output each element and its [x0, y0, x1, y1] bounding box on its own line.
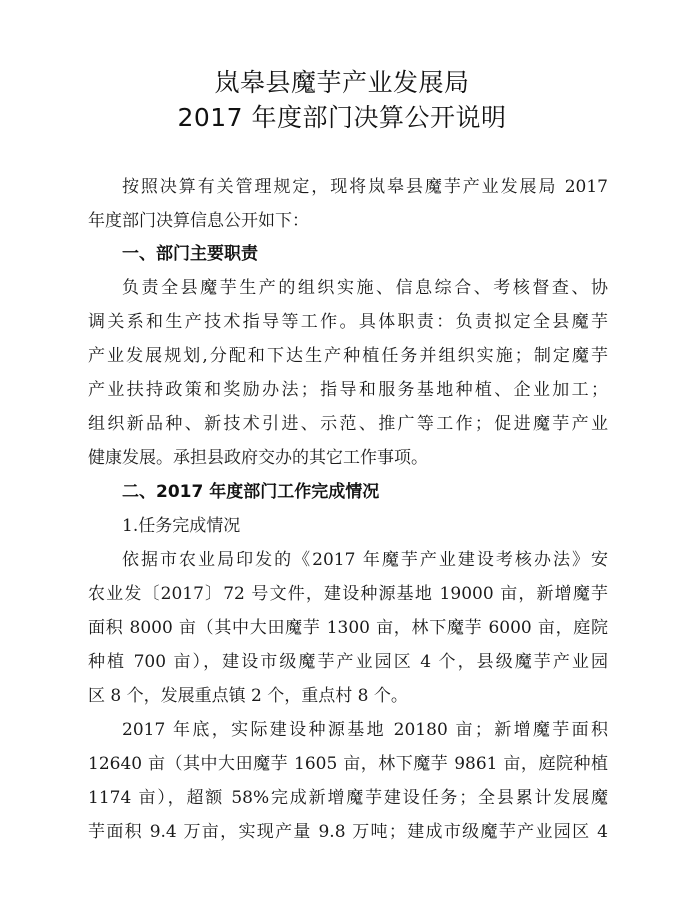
- intro-line-1: 按照决算有关管理规定，现将岚皋县魔芋产业发展局 2017: [122, 177, 608, 197]
- para-1-line-4: 种植 700 亩），建设市级魔芋产业园区 4 个，县级魔芋产业园: [88, 652, 608, 672]
- section-1-line-2: 调关系和生产技术指导等工作。具体职责：负责拟定全县魔芋: [88, 312, 608, 332]
- para-1-line-5: 区 8 个，发展重点镇 2 个，重点村 8 个。: [88, 686, 408, 706]
- para-1-line-2: 农业发〔2017〕72 号文件，建设种源基地 19000 亩，新增魔芋: [88, 584, 608, 604]
- para-2-line-4: 芋面积 9.4 万亩，实现产量 9.8 万吨；建成市级魔芋产业园区 4: [88, 822, 608, 842]
- para-2-line-2: 12640 亩（其中大田魔芋 1605 亩，林下魔芋 9861 亩，庭院种植: [88, 754, 608, 774]
- section-1-line-3: 产业发展规划,分配和下达生产种植任务并组织实施；制定魔芋: [88, 346, 608, 366]
- document-title-line-1: 岚皋县魔芋产业发展局: [214, 68, 470, 97]
- subsection-1-heading: 1.任务完成情况: [122, 516, 241, 536]
- section-2-heading: 二、2017 年度部门工作完成情况: [122, 482, 380, 502]
- section-1-line-1: 负责全县魔芋生产的组织实施、信息综合、考核督查、协: [122, 278, 608, 298]
- section-1-heading: 一、部门主要职责: [122, 244, 258, 264]
- para-1-line-3: 面积 8000 亩（其中大田魔芋 1300 亩，林下魔芋 6000 亩，庭院: [88, 618, 608, 638]
- intro-line-2: 年度部门决算信息公开如下：: [88, 211, 309, 231]
- section-1-line-5: 组织新品种、新技术引进、示范、推广等工作；促进魔芋产业: [88, 414, 608, 434]
- para-1-line-1: 依据市农业局印发的《2017 年魔芋产业建设考核办法》安: [122, 550, 608, 570]
- para-2-line-1: 2017 年底，实际建设种源基地 20180 亩；新增魔芋面积: [122, 720, 608, 740]
- section-1-line-4: 产业扶持政策和奖励办法；指导和服务基地种植、企业加工；: [88, 380, 608, 400]
- section-1-line-6: 健康发展。承担县政府交办的其它工作事项。: [88, 448, 428, 468]
- para-2-line-3: 1174 亩），超额 58%完成新增魔芋建设任务；全县累计发展魔: [88, 788, 608, 808]
- document-title-line-2: 2017 年度部门决算公开说明: [177, 103, 507, 132]
